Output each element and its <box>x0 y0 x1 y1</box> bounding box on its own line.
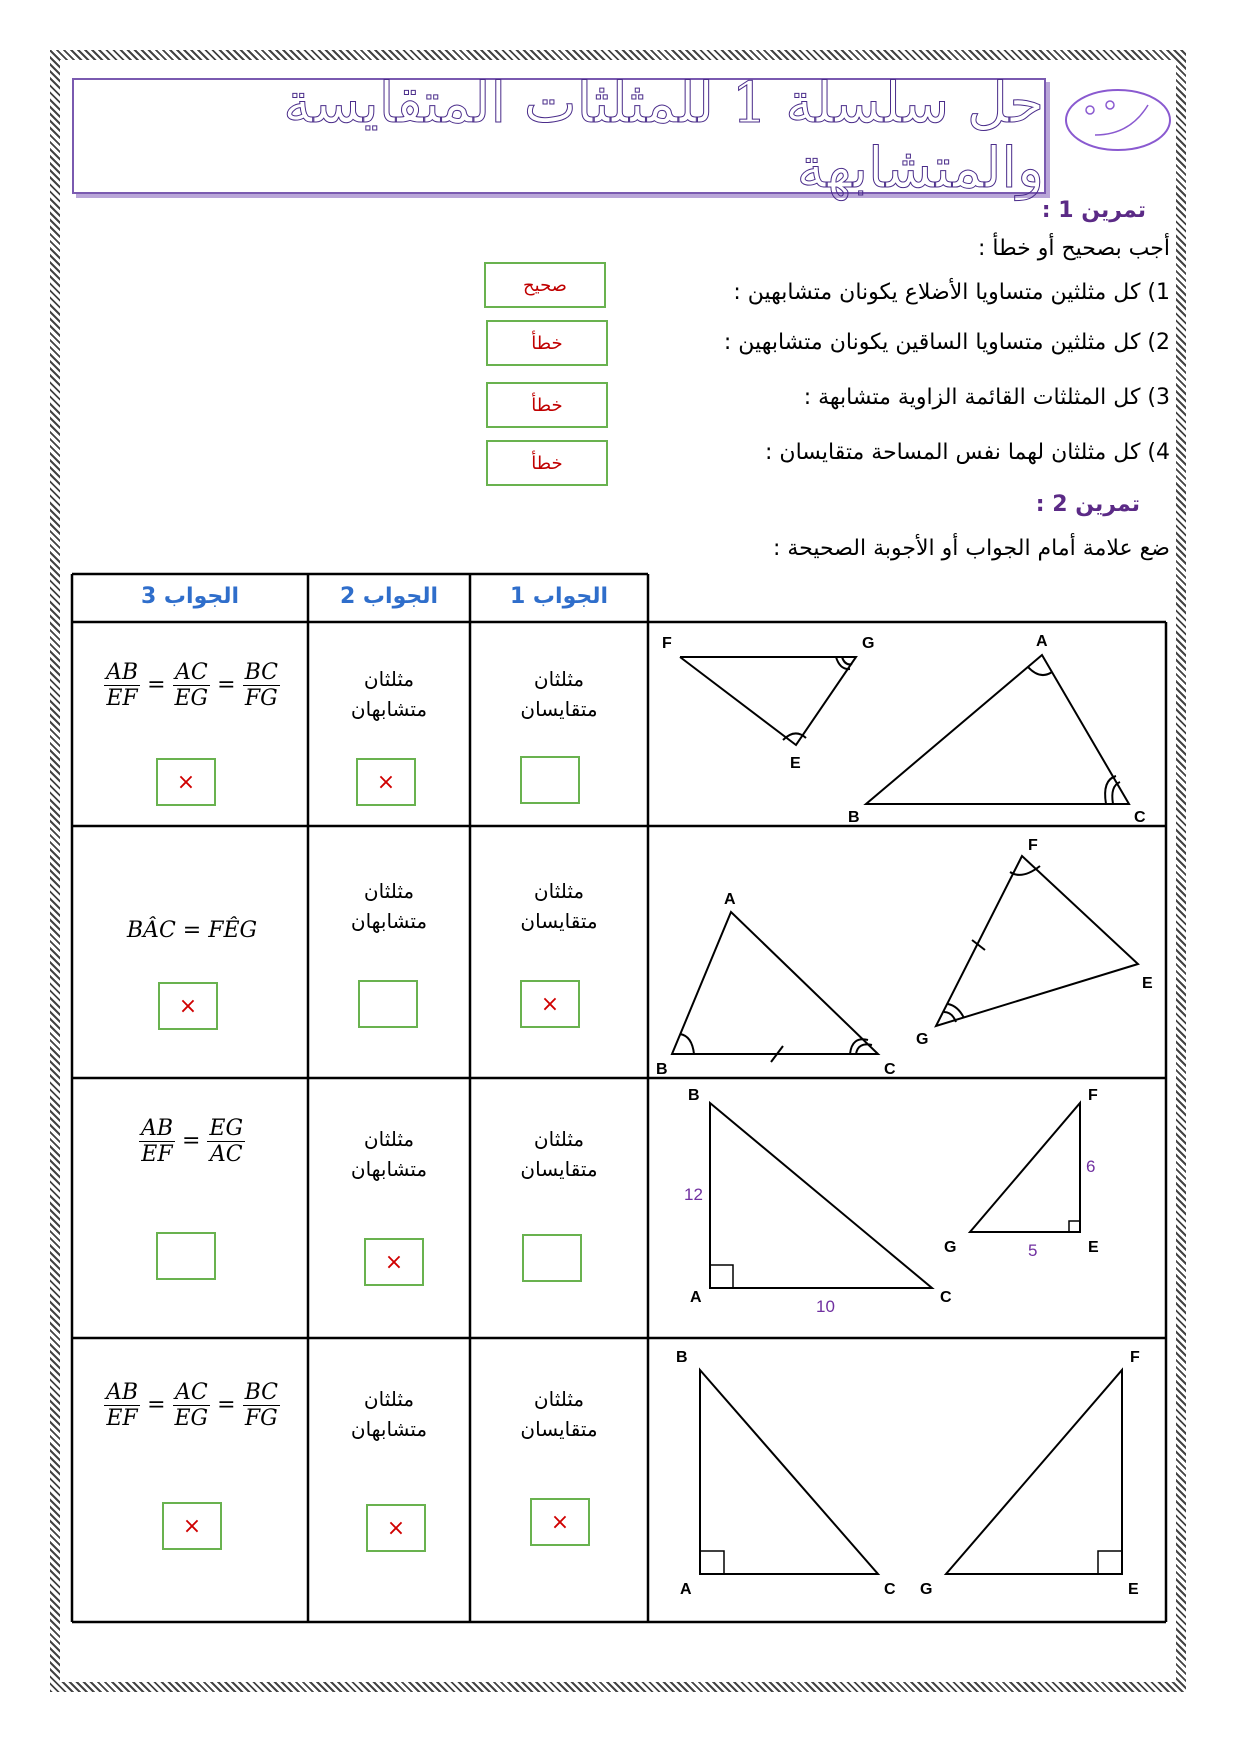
fig3-label-E: E <box>1088 1239 1099 1256</box>
option1-line2: متقايسان <box>520 1417 598 1441</box>
option1-line1: مثلثان <box>533 1127 585 1151</box>
row4-option3: $\frac{AB}{EF}$ = $\frac{AC}{EG}$ = $\frac{BC}{FG}$ <box>106 1380 278 1431</box>
option2-line2: متشابهان <box>350 909 428 933</box>
fig1-label-E: E <box>790 755 801 772</box>
option1-line2: متقايسان <box>520 1157 598 1181</box>
option2-line1: مثلثان <box>363 1387 415 1411</box>
fig1-label-F: F <box>662 635 672 652</box>
ex1-answer-4[interactable]: خطأ <box>486 440 608 486</box>
row4-checkbox-1[interactable]: × <box>530 1498 590 1546</box>
page-title: حل سلسلة 1 للمثلثات المتقايسة والمتشابهة <box>283 71 1044 201</box>
option2-line1: مثلثان <box>363 1127 415 1151</box>
header-answer-2: الجواب 2 <box>339 584 439 609</box>
option2-line2: متشابهان <box>350 697 428 721</box>
fig3-side-10: 10 <box>816 1297 835 1316</box>
fig1-label-G: G <box>862 635 875 652</box>
ex1-question-4: 4) كل مثلثان لهما نفس المساحة متقايسان : <box>765 440 1170 465</box>
header-answer-3: الجواب 3 <box>140 584 240 609</box>
fig3-label-A: A <box>690 1289 702 1306</box>
fig3-label-C: C <box>940 1289 952 1306</box>
option1-line1: مثلثان <box>533 879 585 903</box>
exercise2-instruction: ضع علامة أمام الجواب أو الأجوبة الصحيحة : <box>772 536 1170 561</box>
option2-line1: مثلثان <box>363 667 415 691</box>
exercise1-instruction: أجب بصحيح أو خطأ : <box>977 236 1170 261</box>
option2-line1: مثلثان <box>363 879 415 903</box>
fig3-side-5: 5 <box>1028 1241 1038 1260</box>
fig1-label-C: C <box>1134 809 1146 826</box>
fig1-label-B: B <box>848 809 860 826</box>
row3-checkbox-2[interactable]: × <box>364 1238 424 1286</box>
row2-checkbox-3[interactable]: × <box>158 982 218 1030</box>
option1-line2: متقايسان <box>520 697 598 721</box>
fig3-side-6: 6 <box>1086 1157 1096 1176</box>
fig4-label-G: G <box>920 1581 933 1598</box>
row1-checkbox-3[interactable]: × <box>156 758 216 806</box>
figure-row1 <box>662 633 1146 826</box>
ex1-question-3: 3) كل المثلثات القائمة الزاوية متشابهة : <box>803 385 1170 410</box>
figure-row3 <box>684 1087 1099 1316</box>
ex1-answer-2[interactable]: خطأ <box>486 320 608 366</box>
fig2-label-E: E <box>1142 975 1153 992</box>
fig2-label-C: C <box>884 1061 896 1078</box>
option1-line2: متقايسان <box>520 909 598 933</box>
option1-line1: مثلثان <box>533 1387 585 1411</box>
ex1-answer-1[interactable]: صحيح <box>484 262 606 308</box>
row3-option3: $\frac{AB}{EF}$ = $\frac{EG}{AC}$ <box>140 1116 244 1167</box>
fig2-label-A: A <box>724 891 736 908</box>
fig3-label-F: F <box>1088 1087 1098 1104</box>
ex1-answer-3[interactable]: خطأ <box>486 382 608 428</box>
row1-checkbox-2[interactable]: × <box>356 758 416 806</box>
fig4-label-A: A <box>680 1581 692 1598</box>
row4-checkbox-2[interactable]: × <box>366 1504 426 1552</box>
fig4-label-F: F <box>1130 1349 1140 1366</box>
row4-checkbox-3[interactable]: × <box>162 1502 222 1550</box>
row2-option3: BÂC = FÊG <box>126 918 258 943</box>
option2-line2: متشابهان <box>350 1417 428 1441</box>
exercise1-title: تمرين 1 : <box>1041 198 1146 223</box>
row2-checkbox-1[interactable]: × <box>520 980 580 1028</box>
fig4-label-C: C <box>884 1581 896 1598</box>
ex1-question-1: 1) كل مثلثين متساويا الأضلاع يكونان متشابهين : <box>733 280 1170 305</box>
fig1-label-A: A <box>1036 633 1048 650</box>
fig3-label-B: B <box>688 1087 700 1104</box>
header-answer-1: الجواب 1 <box>509 584 609 609</box>
figure-row2 <box>656 837 1153 1078</box>
exercise2-title: تمرين 2 : <box>1035 492 1140 517</box>
fig4-label-E: E <box>1128 1581 1139 1598</box>
fig2-label-B: B <box>656 1061 668 1078</box>
fig4-label-B: B <box>676 1349 688 1366</box>
figure-row4 <box>676 1349 1140 1598</box>
ex1-question-2: 2) كل مثلثين متساويا الساقين يكونان متشابهين : <box>723 330 1170 355</box>
row1-option3: $\frac{AB}{EF}$ = $\frac{AC}{EG}$ = $\frac{BC}{FG}$ <box>106 660 278 711</box>
fig3-side-12: 12 <box>684 1185 703 1204</box>
option2-line2: متشابهان <box>350 1157 428 1181</box>
fig2-label-F: F <box>1028 837 1038 854</box>
option1-line1: مثلثان <box>533 667 585 691</box>
fig3-label-G: G <box>944 1239 957 1256</box>
fig2-label-G: G <box>916 1031 929 1048</box>
